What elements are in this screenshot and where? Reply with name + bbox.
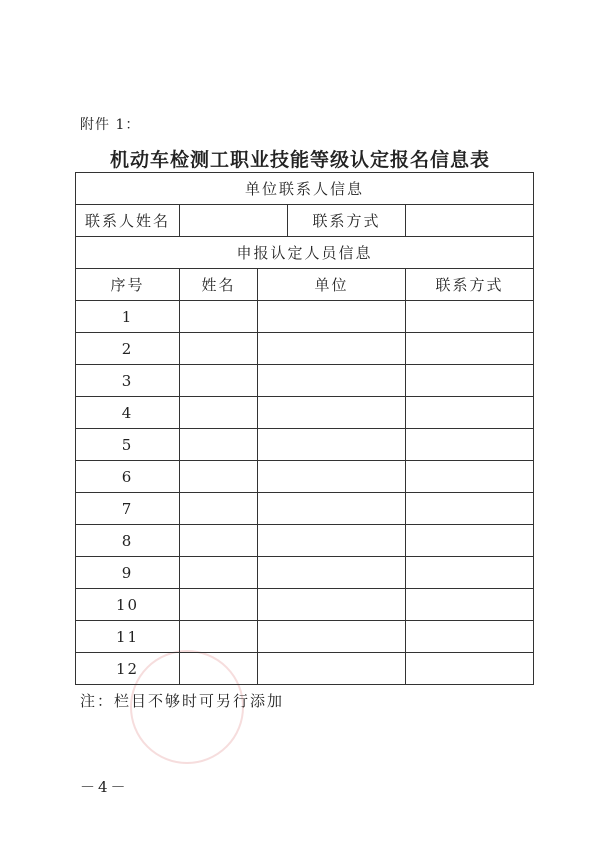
table-row <box>76 461 534 493</box>
column-header-unit: 单位 <box>258 269 406 301</box>
contact-name-field[interactable] <box>180 205 288 237</box>
contact-cell[interactable] <box>406 493 534 525</box>
unit-cell[interactable] <box>258 557 406 589</box>
row-number: 8 <box>76 525 180 557</box>
name-cell[interactable] <box>180 397 258 429</box>
contact-cell[interactable] <box>406 589 534 621</box>
row-number: 12 <box>76 653 180 685</box>
name-cell[interactable] <box>180 429 258 461</box>
contact-cell[interactable] <box>406 621 534 653</box>
name-cell[interactable] <box>180 493 258 525</box>
name-cell[interactable] <box>180 557 258 589</box>
table-row <box>76 589 534 621</box>
row-number: 5 <box>76 429 180 461</box>
table-row <box>76 397 534 429</box>
unit-cell[interactable] <box>258 365 406 397</box>
row-number: 2 <box>76 333 180 365</box>
page-number: －4－ <box>80 778 129 796</box>
column-header-contact: 联系方式 <box>406 269 534 301</box>
contact-cell[interactable] <box>406 333 534 365</box>
contact-method-field[interactable] <box>406 205 534 237</box>
table-row <box>76 333 534 365</box>
row-number: 4 <box>76 397 180 429</box>
attachment-label: 附件 1： <box>80 117 141 133</box>
registration-table <box>75 172 534 685</box>
unit-cell[interactable] <box>258 589 406 621</box>
row-number: 11 <box>76 621 180 653</box>
contact-cell[interactable] <box>406 397 534 429</box>
contact-cell[interactable] <box>406 557 534 589</box>
form-title: 机动车检测工职业技能等级认定报名信息表 <box>109 149 490 171</box>
contact-cell[interactable] <box>406 653 534 685</box>
name-cell[interactable] <box>180 333 258 365</box>
contact-cell[interactable] <box>406 301 534 333</box>
table-row <box>76 557 534 589</box>
unit-cell[interactable] <box>258 621 406 653</box>
row-number: 9 <box>76 557 180 589</box>
table-row <box>76 493 534 525</box>
table-row <box>76 365 534 397</box>
table-row <box>76 653 534 685</box>
unit-cell[interactable] <box>258 461 406 493</box>
name-cell[interactable] <box>180 365 258 397</box>
name-cell[interactable] <box>180 589 258 621</box>
row-number: 1 <box>76 301 180 333</box>
row-number: 6 <box>76 461 180 493</box>
name-cell[interactable] <box>180 621 258 653</box>
unit-contact-section-header: 单位联系人信息 <box>76 173 534 205</box>
unit-cell[interactable] <box>258 493 406 525</box>
name-cell[interactable] <box>180 301 258 333</box>
contact-cell[interactable] <box>406 365 534 397</box>
unit-cell[interactable] <box>258 653 406 685</box>
table-row <box>76 621 534 653</box>
unit-cell[interactable] <box>258 333 406 365</box>
table-row <box>76 429 534 461</box>
row-number: 10 <box>76 589 180 621</box>
column-header-row <box>76 269 534 301</box>
row-number: 7 <box>76 493 180 525</box>
applicants-section-header: 申报认定人员信息 <box>76 237 534 269</box>
contact-cell[interactable] <box>406 525 534 557</box>
unit-cell[interactable] <box>258 525 406 557</box>
contact-cell[interactable] <box>406 461 534 493</box>
contact-name-label: 联系人姓名 <box>76 205 180 237</box>
column-header-no: 序号 <box>76 269 180 301</box>
unit-cell[interactable] <box>258 301 406 333</box>
unit-cell[interactable] <box>258 429 406 461</box>
column-header-name: 姓名 <box>180 269 258 301</box>
name-cell[interactable] <box>180 461 258 493</box>
table-row <box>76 301 534 333</box>
unit-cell[interactable] <box>258 397 406 429</box>
row-number: 3 <box>76 365 180 397</box>
contact-cell[interactable] <box>406 429 534 461</box>
table-row <box>76 525 534 557</box>
contact-method-label: 联系方式 <box>288 205 406 237</box>
footnote: 注：栏目不够时可另行添加 <box>80 692 285 710</box>
name-cell[interactable] <box>180 525 258 557</box>
name-cell[interactable] <box>180 653 258 685</box>
